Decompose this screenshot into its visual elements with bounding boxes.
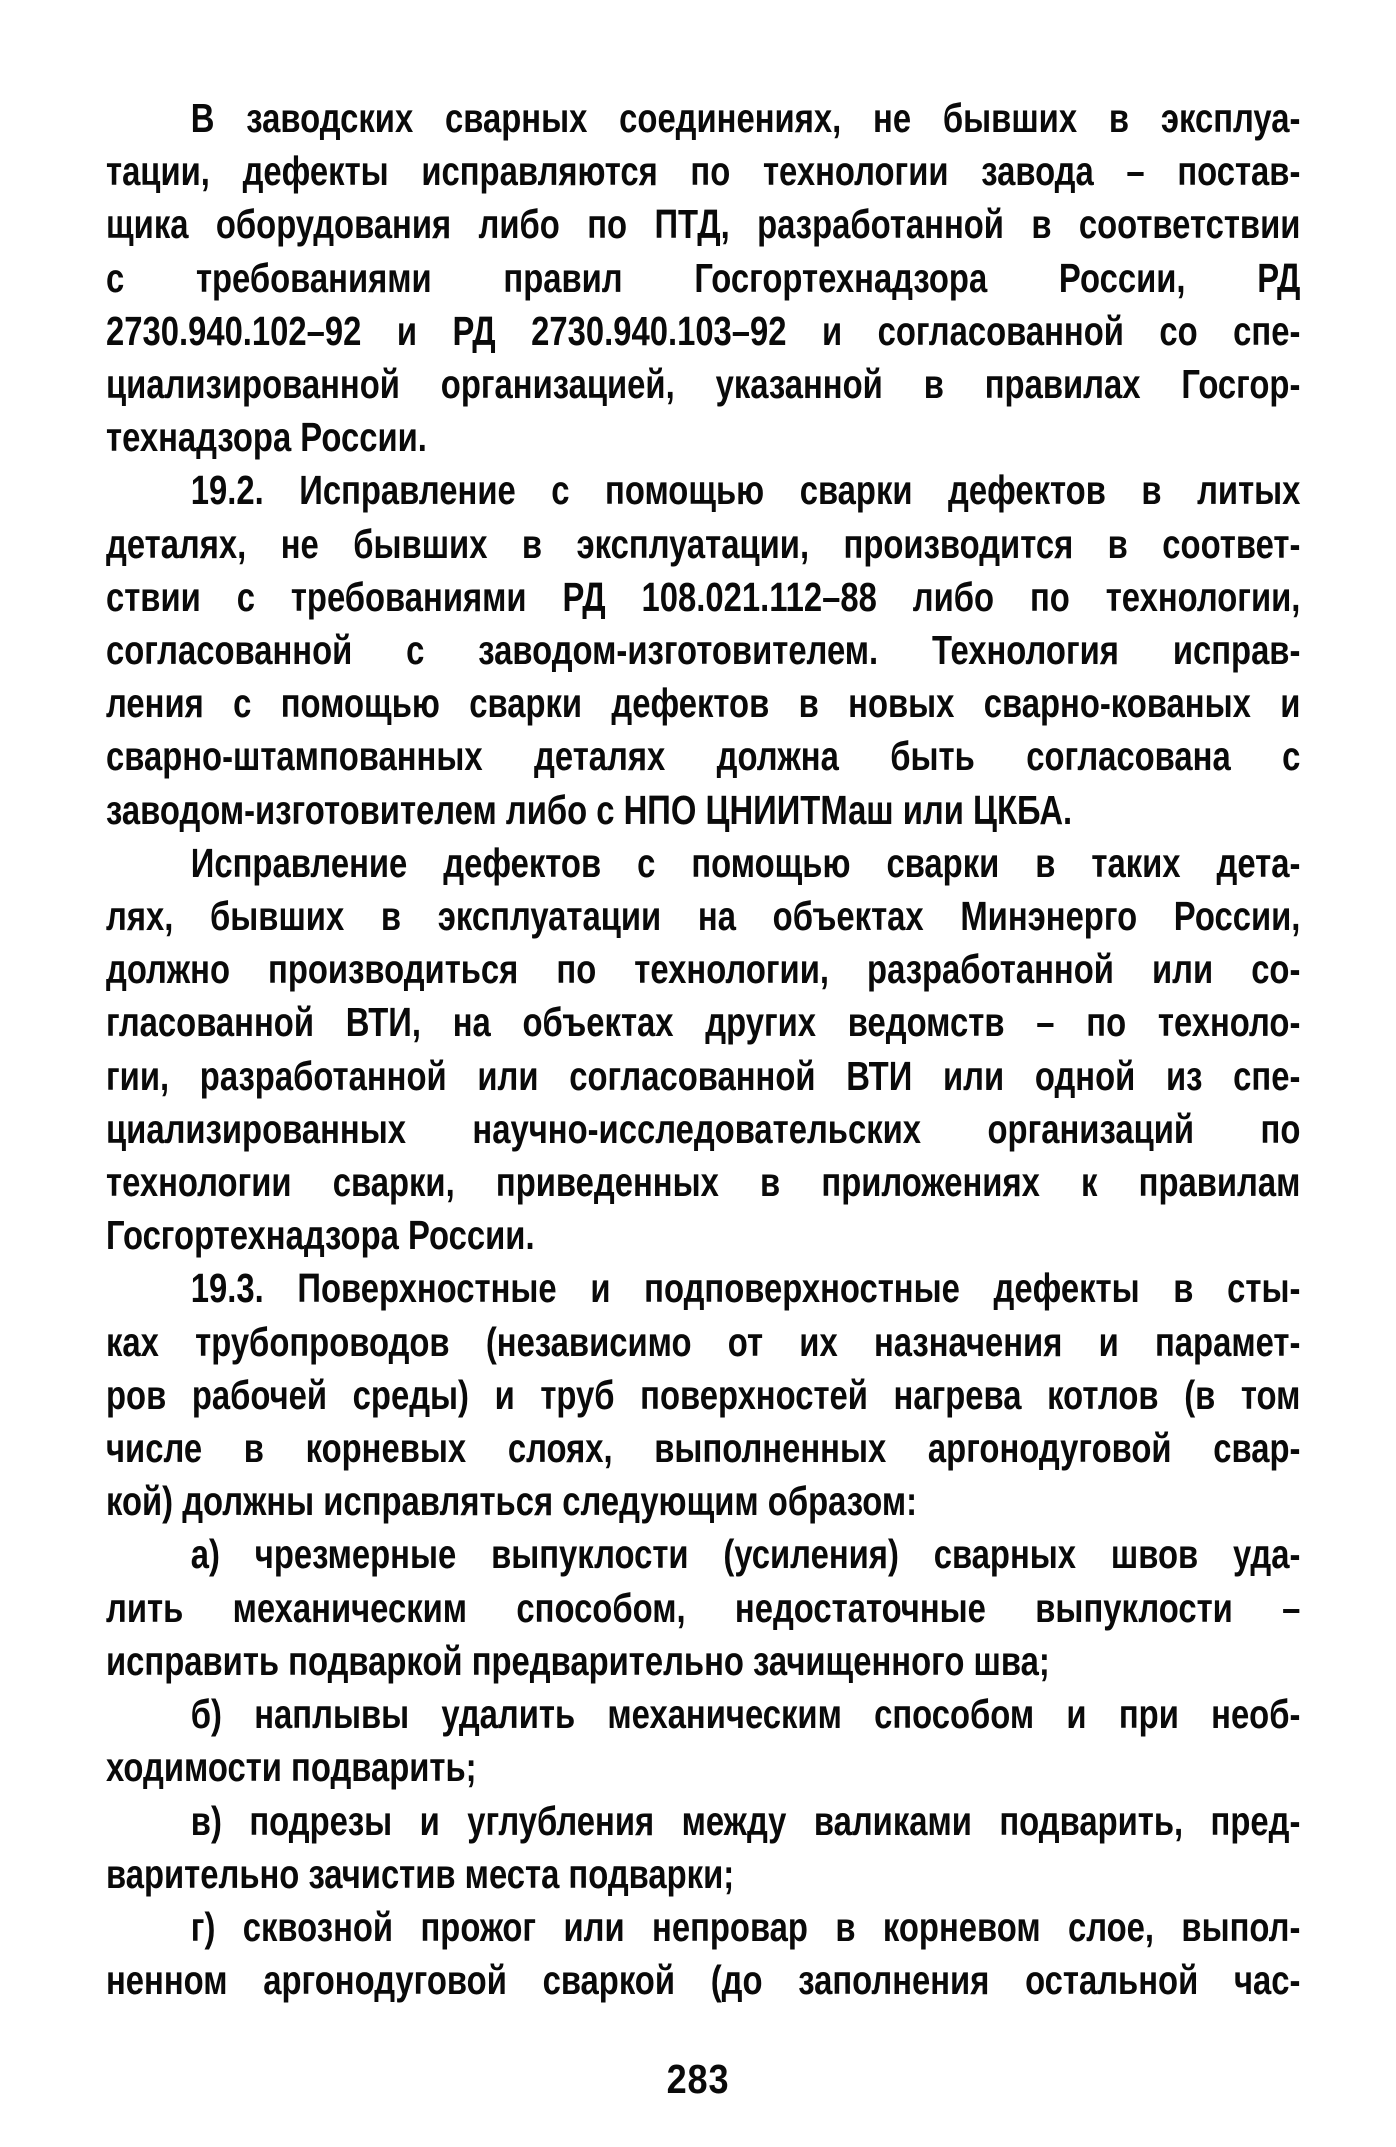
text-line-11: согласованной с заводом-изготовителем. Технология исправ- (106, 627, 1301, 674)
text-line-21: технологии сварки, приведенных в приложениях к правилам (106, 1159, 1301, 1206)
text-line-33: в) подрезы и углубления между валиками подварить, пред- (190, 1797, 1301, 1844)
text-line-15: Исправление дефектов с помощью сварки в таких дета- (190, 839, 1301, 886)
text-line-3: щика оборудования либо по ПТД, разработанной в соответствии (106, 201, 1301, 248)
text-line-18: гласованной ВТИ, на объектах других ведомств – по техноло- (106, 999, 1301, 1046)
text-line-35: г) сквозной прожог или непровар в корневом слое, выпол- (190, 1903, 1301, 1950)
text-line-28: а) чрезмерные выпуклости (усиления) сварных швов уда- (190, 1531, 1301, 1578)
text-line-23: 19.3. Поверхностные и подповерхностные дефекты в сты- (190, 1265, 1301, 1312)
text-line-29: лить механическим способом, недостаточные выпуклости – (106, 1584, 1301, 1631)
text-line-25: ров рабочей среды) и труб поверхностей нагрева котлов (в том (106, 1371, 1301, 1418)
text-line-32: ходимости подварить; (106, 1744, 477, 1791)
text-line-30: исправить подваркой предварительно зачищенного шва; (106, 1637, 1050, 1684)
text-line-6: циализированной организацией, указанной в правилах Госгор- (106, 361, 1301, 408)
page-number: 283 (666, 2056, 730, 2102)
text-line-27: кой) должны исправляться следующим образом: (106, 1478, 918, 1525)
text-line-12: ления с помощью сварки дефектов в новых сварно-кованых и (106, 680, 1301, 727)
text-line-4: с требованиями правил Госгортехнадзора России, РД (106, 254, 1301, 301)
text-line-9: деталях, не бывших в эксплуатации, производится в соответ- (106, 520, 1301, 567)
text-line-8: 19.2. Исправление с помощью сварки дефектов в литых (190, 467, 1301, 514)
text-line-2: тации, дефекты исправляются по технологии завода – постав- (106, 148, 1301, 195)
text-line-16: лях, бывших в эксплуатации на объектах Минэнерго России, (106, 893, 1301, 940)
text-line-24: ках трубопроводов (независимо от их назначения и парамет- (106, 1318, 1301, 1365)
text-line-34: варительно зачистив места подварки; (106, 1850, 735, 1897)
text-line-1: В заводских сварных соединениях, не бывших в эксплуа- (190, 95, 1301, 141)
text-line-22: Госгортехнадзора России. (106, 1212, 535, 1259)
text-line-7: технадзора России. (106, 414, 427, 461)
text-line-19: гии, разработанной или согласованной ВТИ или одной из спе- (106, 1052, 1301, 1099)
text-line-5: 2730.940.102–92 и РД 2730.940.103–92 и согласованной со спе- (106, 307, 1301, 354)
body-text (106, 92, 1300, 2007)
text-line-26: числе в корневых слоях, выполненных аргонодуговой свар- (106, 1425, 1301, 1472)
text-line-14: заводом-изготовителем либо с НПО ЦНИИТМаш или ЦКБА. (106, 786, 1073, 833)
text-line-10: ствии с требованиями РД 108.021.112–88 либо по технологии, (106, 573, 1301, 620)
text-line-13: сварно-штампованных деталях должна быть согласована с (106, 733, 1301, 780)
text-line-17: должно производиться по технологии, разработанной или со- (106, 946, 1301, 993)
text-line-20: циализированных научно-исследовательских организаций по (106, 1105, 1301, 1152)
text-line-31: б) наплывы удалить механическим способом и при необ- (190, 1691, 1301, 1738)
text-line-36: ненном аргонодуговой сваркой (до заполнения остальной час- (106, 1957, 1301, 2004)
